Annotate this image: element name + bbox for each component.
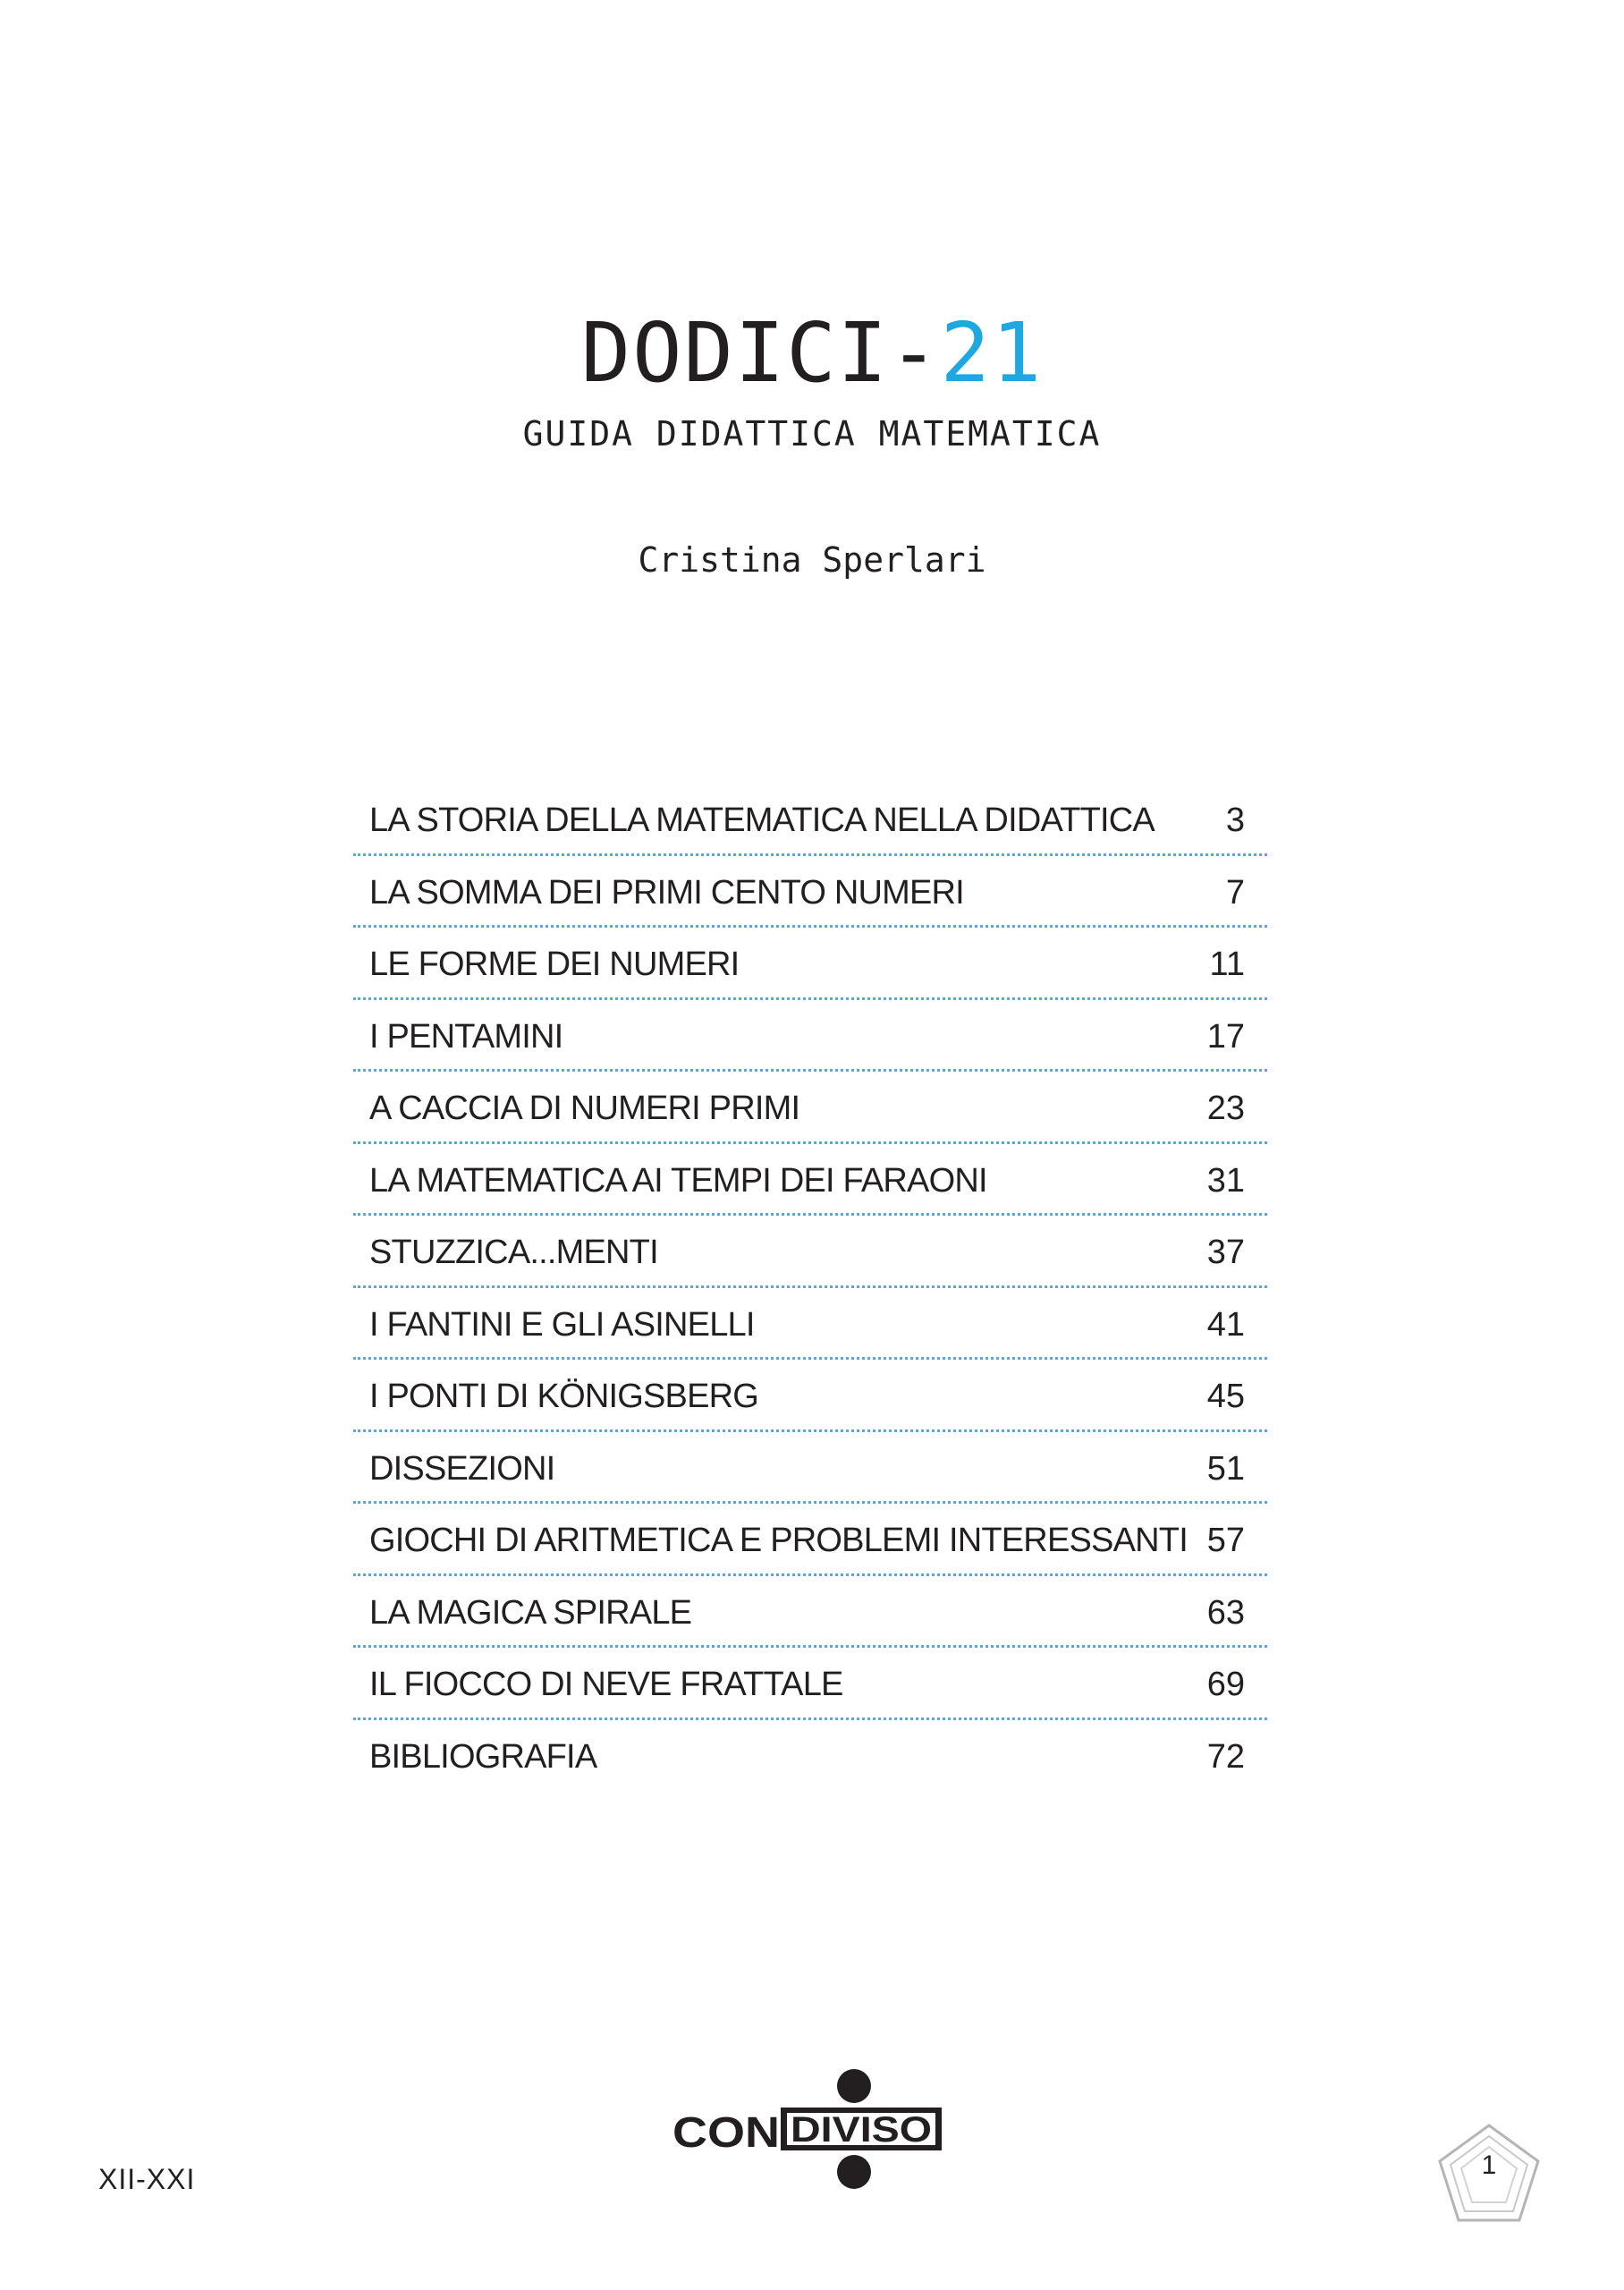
toc-entry-page: 37 [1206, 1234, 1245, 1271]
logo-bottom-dot [837, 2155, 871, 2189]
page-number: 1 [1481, 2150, 1497, 2180]
book-title-main: DODICI- [580, 305, 941, 401]
toc-row [353, 1000, 1267, 1073]
toc-row [353, 1432, 1267, 1505]
logo-text-right: DIVISO [791, 2110, 932, 2150]
toc-entry-title: STUZZICA...MENTI [369, 1234, 658, 1271]
toc-entry-title: GIOCHI DI ARITMETICA E PROBLEMI INTERESSANTI [369, 1522, 1188, 1559]
toc-entry-page: 45 [1206, 1378, 1245, 1415]
toc-entry-title: LA SOMMA DEI PRIMI CENTO NUMERI [369, 873, 964, 912]
logo-top-dot [837, 2069, 871, 2103]
toc-row [353, 1648, 1267, 1720]
toc-entry-page: 17 [1206, 1017, 1245, 1056]
toc-entry-title: LE FORME DEI NUMERI [369, 946, 740, 983]
book-subtitle: GUIDA DIDATTICA MATEMATICA [522, 414, 1102, 454]
toc-entry-page: 72 [1206, 1737, 1245, 1776]
toc-entry-title: I FANTINI E GLI ASINELLI [369, 1305, 755, 1344]
toc-entry-title: I PENTAMINI [369, 1017, 563, 1056]
toc-entry-page: 57 [1206, 1522, 1245, 1559]
toc-entry-page: 51 [1206, 1449, 1245, 1488]
toc-row [353, 1504, 1267, 1576]
toc-row [353, 1576, 1267, 1649]
toc-entry-page: 63 [1206, 1593, 1245, 1632]
book-title-accent: 21 [940, 305, 1044, 401]
condiviso-logo [672, 2066, 950, 2192]
toc-entry-page: 11 [1209, 946, 1245, 983]
toc-row [353, 1720, 1267, 1793]
author-name: Cristina Sperlari [638, 540, 986, 580]
toc-entry-page: 41 [1206, 1305, 1245, 1344]
table-of-contents [353, 784, 1267, 1792]
toc-row [353, 1144, 1267, 1217]
toc-entry-title: DISSEZIONI [369, 1449, 555, 1488]
toc-entry-title: LA STORIA DELLA MATEMATICA NELLA DIDATTICA [369, 802, 1155, 839]
toc-entry-page: 69 [1206, 1666, 1245, 1703]
toc-row [353, 1360, 1267, 1432]
toc-row [353, 1288, 1267, 1361]
toc-row [353, 1072, 1267, 1144]
toc-entry-page: 3 [1225, 802, 1245, 839]
toc-row [353, 856, 1267, 929]
toc-row [353, 1216, 1267, 1288]
edition-code: XII-XXI [98, 2163, 196, 2195]
toc-entry-title: A CACCIA DI NUMERI PRIMI [369, 1090, 800, 1127]
toc-row [353, 928, 1267, 1000]
toc-entry-title: LA MATEMATICA AI TEMPI DEI FARAONI [369, 1161, 987, 1200]
toc-entry-title: LA MAGICA SPIRALE [369, 1593, 692, 1632]
toc-entry-title: IL FIOCCO DI NEVE FRATTALE [369, 1666, 843, 1703]
toc-entry-title: BIBLIOGRAFIA [369, 1737, 597, 1776]
toc-entry-title: I PONTI DI KÖNIGSBERG [369, 1378, 759, 1415]
toc-entry-page: 23 [1206, 1090, 1245, 1127]
toc-entry-page: 31 [1206, 1161, 1245, 1200]
toc-row [353, 784, 1267, 856]
toc-entry-page: 7 [1225, 873, 1245, 912]
logo-text-left: CON [672, 2109, 780, 2157]
book-title [0, 304, 1624, 403]
